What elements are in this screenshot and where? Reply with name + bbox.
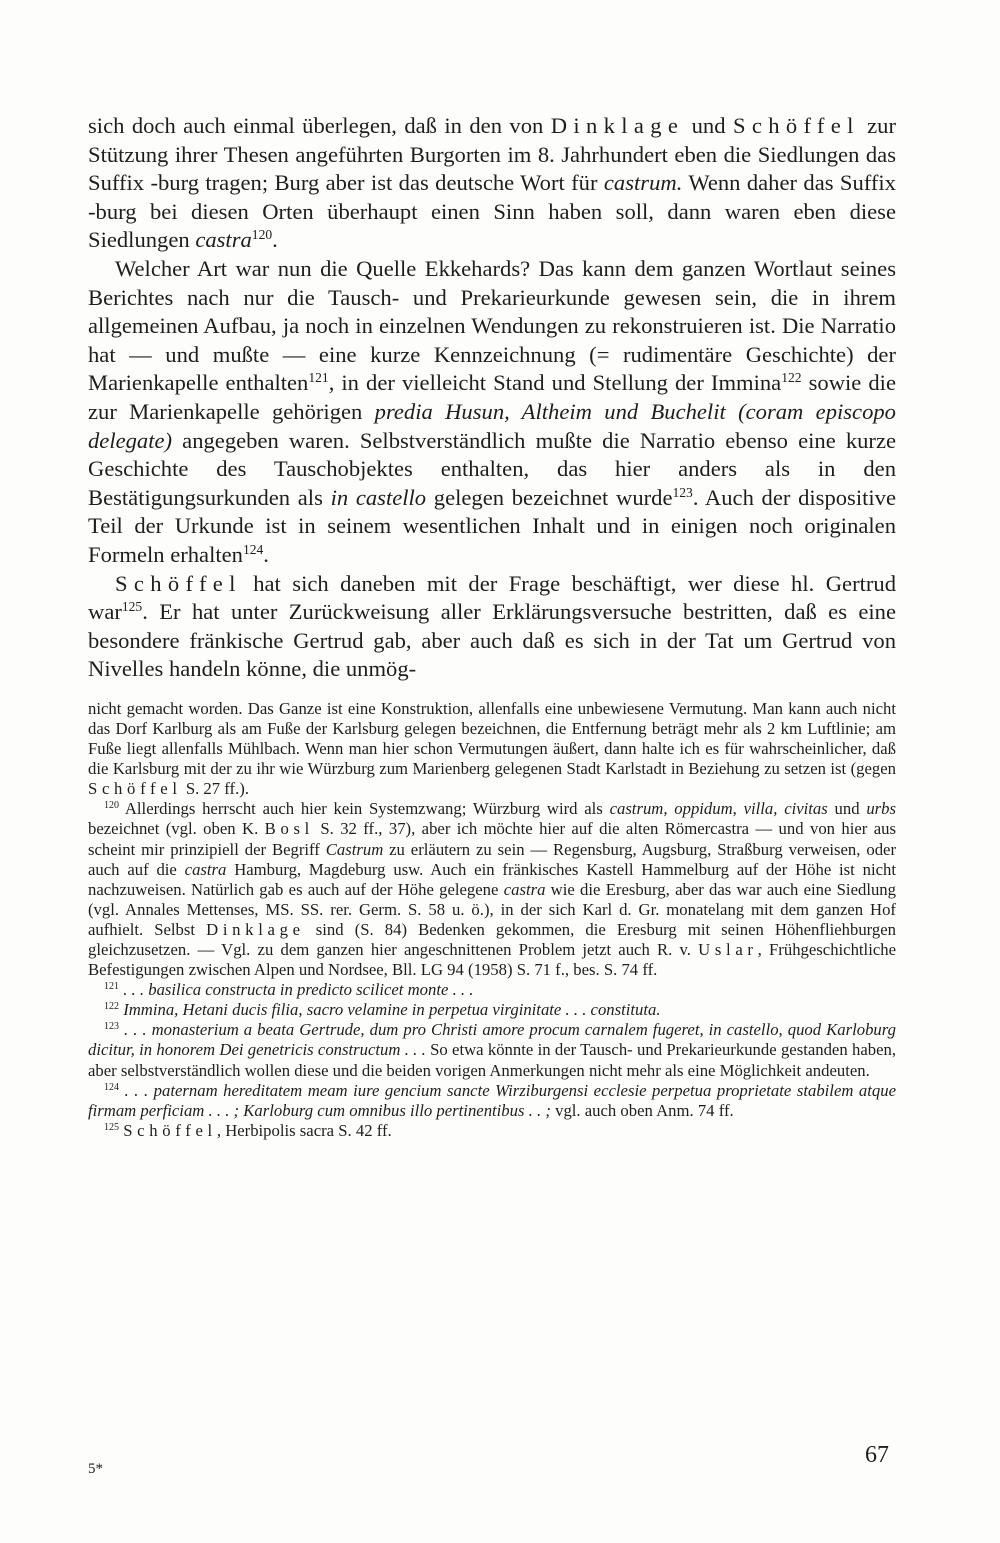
footnote-125 [88, 1121, 896, 1141]
italic-text: predia Husun, Altheim und Buchelit (coram episcopo delegate) [88, 398, 896, 453]
footnote-121 [88, 980, 896, 1000]
spaced-author-name: Dinklage [206, 919, 305, 939]
text-run: . Er hat unter Zurückweisung aller Erklärungsversuche bestritten, daß es eine besondere fränkische Gertrud gab, aber auch daß es sich in der Tat um Gertrud von Nivelles handeln könne, die unmög- [88, 599, 896, 682]
italic-text: in castello [330, 484, 427, 510]
footnote-123 [88, 1020, 896, 1080]
text-run: zur Stützung ihrer Thesen angeführten Burgorten im 8. Jahrhundert eben die Siedlungen das Suffix -burg tragen; Burg aber ist das deutsche Wort für [88, 113, 896, 196]
text-run: Wenn daher das Suffix -burg bei diesen Orten überhaupt einen Sinn haben soll, dann waren eben diese Siedlungen [88, 170, 896, 253]
text-run: , Frühgeschichtliche Befestigungen zwischen Alpen und Nordsee, Bll. LG 94 (1958) S. 71 f., bes. S. 74 ff. [88, 940, 896, 980]
text-run: So etwa könnte in der Tausch- und Prekarieurkunde gestanden haben, aber selbstverständlich wollen diese und die beiden vorigen Anmerkungen nicht mehr als eine Möglichkeit andeuten. [88, 1040, 896, 1080]
text-run: zu erläutern zu sein — Regensburg, Augsburg, Straßburg verweisen, oder auch auf die [88, 839, 897, 879]
spaced-author-name: Bosl [264, 819, 314, 839]
text-run: vgl. auch oben Anm. 74 ff. [550, 1100, 734, 1120]
text-run: hat sich daneben mit der Frage beschäftigt, wer diese hl. Gertrud war [88, 570, 896, 625]
text-run: wie die Eresburg, aber das war auch eine Siedlung (vgl. Annales Mettenses, MS. SS. rer. Germ. S. 58 u. ö.), in der sich Karl d. Gr. monatelang mit dem ganzen Hof aufhielt. Selbst [88, 879, 896, 939]
text-run: . Auch der dispositive Teil der Urkunde ist in seinem wesentlichen Inhalt und in einigen noch originalen Formeln erhalten [88, 484, 897, 567]
spaced-author-name: Schöffel [123, 1120, 217, 1140]
footnote-reference: 125 [121, 598, 143, 614]
italic-text: castrum, oppidum, villa, civitas [609, 799, 828, 819]
italic-text: castra [184, 859, 227, 879]
italic-text: . . . basilica constructa in predicto scilicet monte . . . [119, 980, 474, 1000]
italic-text: Immina, Hetani ducis filia, sacro velamine in perpetua virginitate . . . constituta. [119, 1000, 661, 1020]
text-run: , Herbipolis sacra S. 42 ff. [216, 1120, 392, 1140]
text-run: bezeichnet (vgl. oben K. [88, 819, 265, 839]
footnote-120 [88, 799, 896, 980]
text-run: . [263, 541, 269, 567]
italic-text: castrum. [603, 170, 683, 196]
spaced-author-name: Schöffel [732, 113, 860, 138]
text-run: , in der vielleicht Stand und Stellung der Immina [328, 370, 782, 396]
text-run: sowie die zur Marienkapelle gehörigen [88, 370, 896, 424]
spaced-author-name: Dinklage [550, 113, 685, 138]
text-run: S. 27 ff.). [181, 779, 250, 799]
text-run: . [272, 227, 278, 253]
text-run: angegeben waren. Selbstverständlich mußte die Narratio ebenso eine kurze Geschichte des Tauschobjektes enthalten, das hier anders als in den Bestätigungsurkunden als [88, 427, 896, 510]
body-paragraph-3 [88, 570, 896, 684]
text-run: Welcher Art war nun die Quelle Ekkehards? Das kann dem ganzen Wortlaut seines Berichtes nach nur die Tausch- und Prekarieurkunde gewesen sein, die in ihrem allgemeinen Aufbau, ja noch in einzelnen Wendungen zu rekonstruieren ist. Die Narratio hat — und mußte — eine kurze Kennzeichnung (= rudimentäre Geschichte) der Marienkapelle enthalten [88, 255, 896, 396]
italic-text: urbs [866, 799, 896, 819]
footnote-reference: 120 [251, 227, 273, 243]
text-run: sind (S. 84) Bedenken gekommen, die Eresburg mit seinen Höhenfliehburgen gleichzusetzen. — Vgl. zu dem ganzen hier angeschnittenen Problem jetzt auch R. v. [88, 919, 897, 959]
footnote-reference: 121 [308, 370, 329, 386]
footnote-reference: 122 [781, 370, 802, 386]
text-run: nicht gemacht worden. Das Ganze ist eine Konstruktion, allenfalls eine unbewiesene Vermutung. Man kann auch nicht das Dorf Karlburg als am Fuße der Karlsburg gelegen bezeichnen, die Entfernung beträgt mehr als 2 km Luftlinie; am Fuße liegt allenfalls Mühlbach. Wenn man hier schon Vermutungen äußert, dann halte ich es für wahrscheinlicher, daß die Karlsburg mit der zu ihr wie Würzburg zum Marienberg gelegenen Stadt Karlstadt in Beziehung zu setzen ist (gegen [88, 698, 896, 779]
footnote-reference: 124 [242, 541, 264, 557]
text-run: und [684, 113, 733, 138]
spaced-author-name: Schöffel [88, 779, 182, 799]
italic-text: . . . paternam hereditatem meam iure gencium sancte Wirziburgensi ecclesie perpetua proprietate stabilem atque firmam perficiam . . . ; Karloburg cum omnibus illo pertinentibus . . ; [88, 1080, 896, 1120]
footnote-reference: 125 [104, 1121, 120, 1133]
page-number: 67 [865, 1442, 889, 1468]
text-run: sich doch auch einmal überlegen, daß in den von [88, 113, 551, 138]
italic-text: castra [503, 879, 546, 899]
footnote-reference: 123 [672, 484, 693, 500]
spaced-author-name: Schöffel [115, 570, 242, 596]
printer-signature: 5* [88, 1461, 103, 1477]
footnote-reference: 122 [104, 1001, 120, 1013]
italic-text: Castrum [325, 839, 384, 859]
main-text [88, 112, 896, 684]
footnote-reference: 120 [104, 800, 120, 812]
footnote-continuation [88, 699, 896, 799]
text-run: Hamburg, Magdeburg usw. Auch ein fränkisches Kastell Hammelburg auf der Höhe ist nicht nachzuweisen. Natürlich gab es auch auf der Höhe gelegene [88, 859, 896, 899]
italic-text: . . . monasterium a beata Gertrude, dum pro Christi amore procum carnalem fugeret, in castello, quod Karloburg dicitur, in honorem Dei genetricis constructum . . . [88, 1020, 896, 1060]
footnote-124 [88, 1081, 896, 1121]
body-paragraph-1 [88, 112, 896, 255]
page-content [88, 112, 896, 1141]
footnotes [88, 699, 896, 1141]
text-run: und [827, 799, 867, 819]
footnote-reference: 123 [104, 1021, 120, 1033]
footnote-reference: 121 [104, 981, 120, 993]
footnote-reference: 124 [104, 1081, 120, 1093]
text-run: gelegen bezeichnet wurde [426, 484, 673, 510]
spaced-author-name: Uslar [698, 940, 758, 959]
italic-text: castra [195, 227, 252, 253]
text-run: S. 32 ff., 37), aber ich möchte hier auf die alten Römercastra — und von hier aus scheint mir prinzipiell der Begriff [88, 819, 896, 859]
text-run: Allerdings herrscht auch hier kein Systemzwang; Würzburg wird als [119, 799, 610, 819]
footnote-122 [88, 1000, 896, 1020]
body-paragraph-2 [88, 255, 896, 570]
